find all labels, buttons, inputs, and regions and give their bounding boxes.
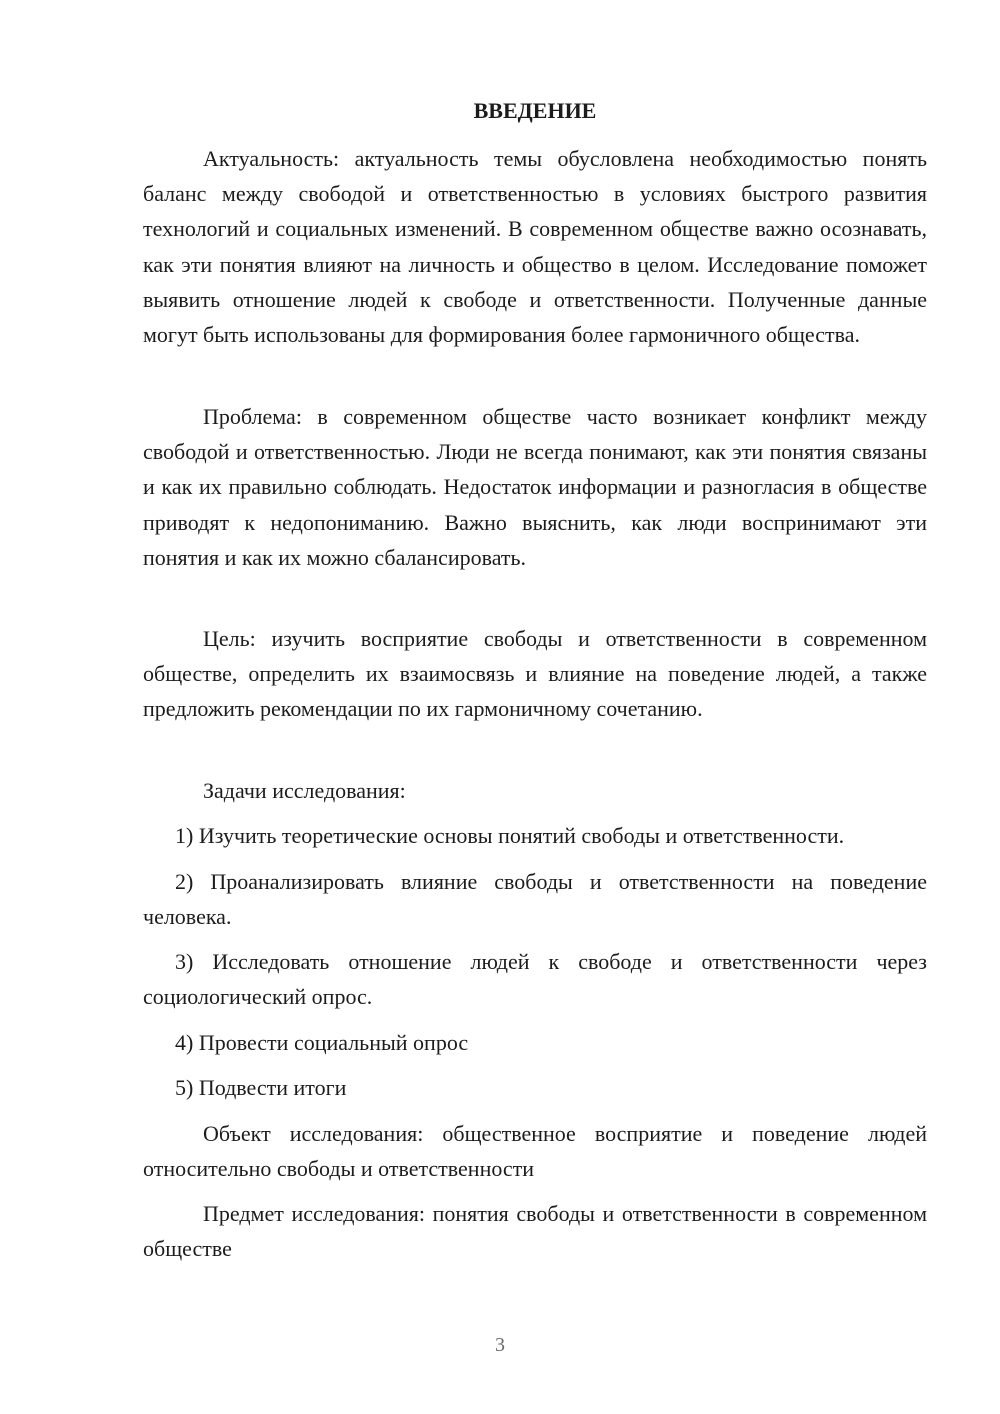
task-item-4: 4) Провести социальный опрос: [175, 1030, 469, 1055]
task-item-3: 3) Исследовать отношение людей к свободе и ответственности через социологический опрос.: [143, 949, 927, 1010]
task-item-5: 5) Подвести итоги: [175, 1075, 347, 1100]
task-item-1: 1) Изучить теоретические основы понятий свободы и ответственности.: [175, 823, 845, 848]
task-item-2: 2) Проанализировать влияние свободы и ответственности на поведение человека.: [143, 869, 927, 930]
paragraph-goal: Цель: изучить восприятие свободы и ответственности в современном обществе, определить их взаимосвязь и влияние на поведение людей, а также предложить рекомендации по их гармоничному сочетанию.: [143, 626, 927, 722]
paragraph-object: Объект исследования: общественное восприятие и поведение людей относительно свободы и ответственности: [143, 1121, 927, 1182]
page-number: 3: [495, 1334, 505, 1356]
paragraph-subject: Предмет исследования: понятия свободы и ответственности в современном обществе: [143, 1201, 927, 1262]
paragraph-problem: Проблема: в современном обществе часто возникает конфликт между свободой и ответственностью. Люди не всегда понимают, как эти понятия связаны и как их правильно соблюдать. Недостаток информации и разногласия в обществе приводят к недопониманию. Важно выяснить, как люди воспринимают эти понятия и как их можно сбалансировать.: [143, 404, 927, 570]
tasks-heading: Задачи исследования:: [203, 778, 406, 803]
section-title: ВВЕДЕНИЕ: [473, 98, 597, 123]
paragraph-relevance: Актуальность: актуальность темы обусловлена необходимостью понять баланс между свободой и ответственностью в условиях быстрого развития технологий и социальных изменений. В современном обществе важно осознавать, как эти понятия влияют на личность и общество в целом. Исследование поможет выявить отношение людей к свободе и ответственности. Полученные данные могут быть использованы для формирования более гармоничного общества.: [143, 146, 927, 348]
